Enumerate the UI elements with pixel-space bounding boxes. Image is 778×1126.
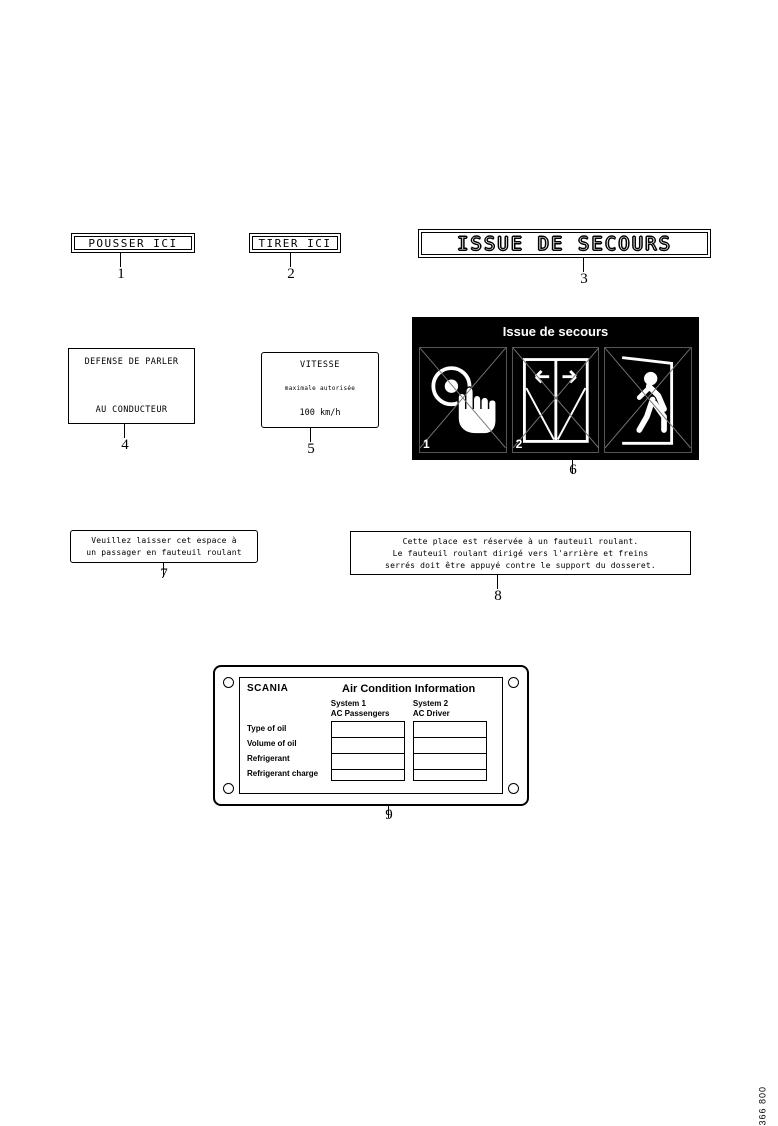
sheet-code: 366 800 <box>758 1086 768 1126</box>
screw-hole-bottom-right <box>508 783 519 794</box>
value-cell <box>332 738 404 754</box>
callout-number-6: 6 <box>569 462 577 478</box>
callout-number-5: 5 <box>307 441 315 457</box>
pictogram-cell-1 <box>419 347 507 453</box>
screw-hole-top-left <box>223 677 234 688</box>
system-1-sub: AC Passengers <box>330 709 390 718</box>
label-text-bottom: AU CONDUCTEUR <box>95 405 168 415</box>
value-cell <box>332 754 404 770</box>
leader-line-1 <box>120 253 121 267</box>
leader-line-5 <box>310 428 311 442</box>
callout-number-8: 8 <box>494 588 502 604</box>
leader-line-3 <box>583 258 584 272</box>
ac-plate-header <box>247 683 495 695</box>
ac-plate-content <box>239 677 503 794</box>
pictogram-panel-issue-de-secours <box>412 317 699 460</box>
ac-information-plate <box>213 665 529 806</box>
pictogram-cell-number: 1 <box>423 437 430 451</box>
system-1-heading <box>331 699 405 721</box>
callout-number-7: 7 <box>160 566 168 582</box>
label-plate-defense-de-parler <box>68 348 195 424</box>
label-plate-border <box>74 236 192 250</box>
label-value: 100 km/h <box>299 408 341 418</box>
value-cell <box>414 738 486 754</box>
cell-cross-lines <box>420 348 506 448</box>
ac-system-1-column <box>331 699 405 781</box>
pictogram-cell-number: 2 <box>515 437 523 451</box>
screw-hole-bottom-left <box>223 783 234 794</box>
system-2-sub: AC Driver <box>412 709 450 718</box>
pictogram-cells <box>419 347 692 453</box>
label-text: ISSUE DE SECOURS <box>456 232 673 255</box>
brand-logo: SCANIA <box>247 683 289 694</box>
system-1-name: System 1 <box>330 699 366 708</box>
label-text-line-3: serrés doit être appuyé contre le support du dosseret. <box>385 561 656 570</box>
label-plate-wheelchair-instructions <box>350 531 691 575</box>
callout-number-2: 2 <box>287 266 295 282</box>
callout-number-1: 1 <box>117 266 125 282</box>
callout-number-4: 4 <box>121 437 129 453</box>
row-label-type-of-oil: Type of oil <box>247 724 287 733</box>
callout-number-3: 3 <box>580 271 588 287</box>
label-plate-tirer-ici <box>249 233 341 253</box>
system-1-value-box <box>331 721 405 781</box>
cell-cross-lines <box>513 348 599 448</box>
value-cell <box>332 770 404 785</box>
value-cell <box>414 770 486 785</box>
row-label-spacer <box>247 699 331 721</box>
label-text: TIRER ICI <box>258 236 332 250</box>
label-text: POUSSER ICI <box>88 236 178 250</box>
label-plate-border <box>252 236 338 250</box>
leader-line-4 <box>124 424 125 438</box>
ac-row-labels <box>247 699 331 781</box>
ac-system-2-column <box>413 699 487 781</box>
label-text-line-2: Le fauteuil roulant dirigé vers l'arrière et freins <box>392 549 649 558</box>
pictogram-panel-title: Issue de secours <box>502 324 609 339</box>
callout-number-9: 9 <box>385 807 393 823</box>
row-label-refrigerant: Refrigerant <box>247 754 290 763</box>
pictogram-cell-2 <box>512 347 600 453</box>
leader-line-8 <box>497 575 498 589</box>
value-cell <box>332 722 404 738</box>
value-cell <box>414 722 486 738</box>
label-text-line-1: Cette place est réservée à un fauteuil roulant. <box>402 537 639 546</box>
leader-line-2 <box>290 253 291 267</box>
cell-cross-lines <box>605 348 691 448</box>
screw-hole-top-right <box>508 677 519 688</box>
pictogram-cell-3 <box>604 347 692 453</box>
label-plate-wheelchair-space <box>70 530 258 563</box>
label-text-line-2: un passager en fauteuil roulant <box>86 548 242 557</box>
label-text-top: DEFENSE DE PARLER <box>84 357 179 367</box>
label-plate-vitesse <box>261 352 379 428</box>
label-plate-issue-de-secours <box>418 229 711 258</box>
label-text-line-1: Veuillez laisser cet espace à <box>91 536 237 545</box>
label-plate-pousser-ici <box>71 233 195 253</box>
label-plate-border <box>421 232 708 255</box>
ac-plate-title: Air Condition Information <box>342 683 476 695</box>
label-subtitle: maximale autorisée <box>284 385 356 392</box>
row-label-refrigerant-charge: Refrigerant charge <box>247 769 319 778</box>
label-title: VITESSE <box>299 360 341 370</box>
ac-plate-grid <box>247 699 495 781</box>
system-2-name: System 2 <box>412 699 449 708</box>
value-cell <box>414 754 486 770</box>
system-2-heading <box>413 699 487 721</box>
row-label-volume-of-oil: Volume of oil <box>247 739 297 748</box>
system-2-value-box <box>413 721 487 781</box>
